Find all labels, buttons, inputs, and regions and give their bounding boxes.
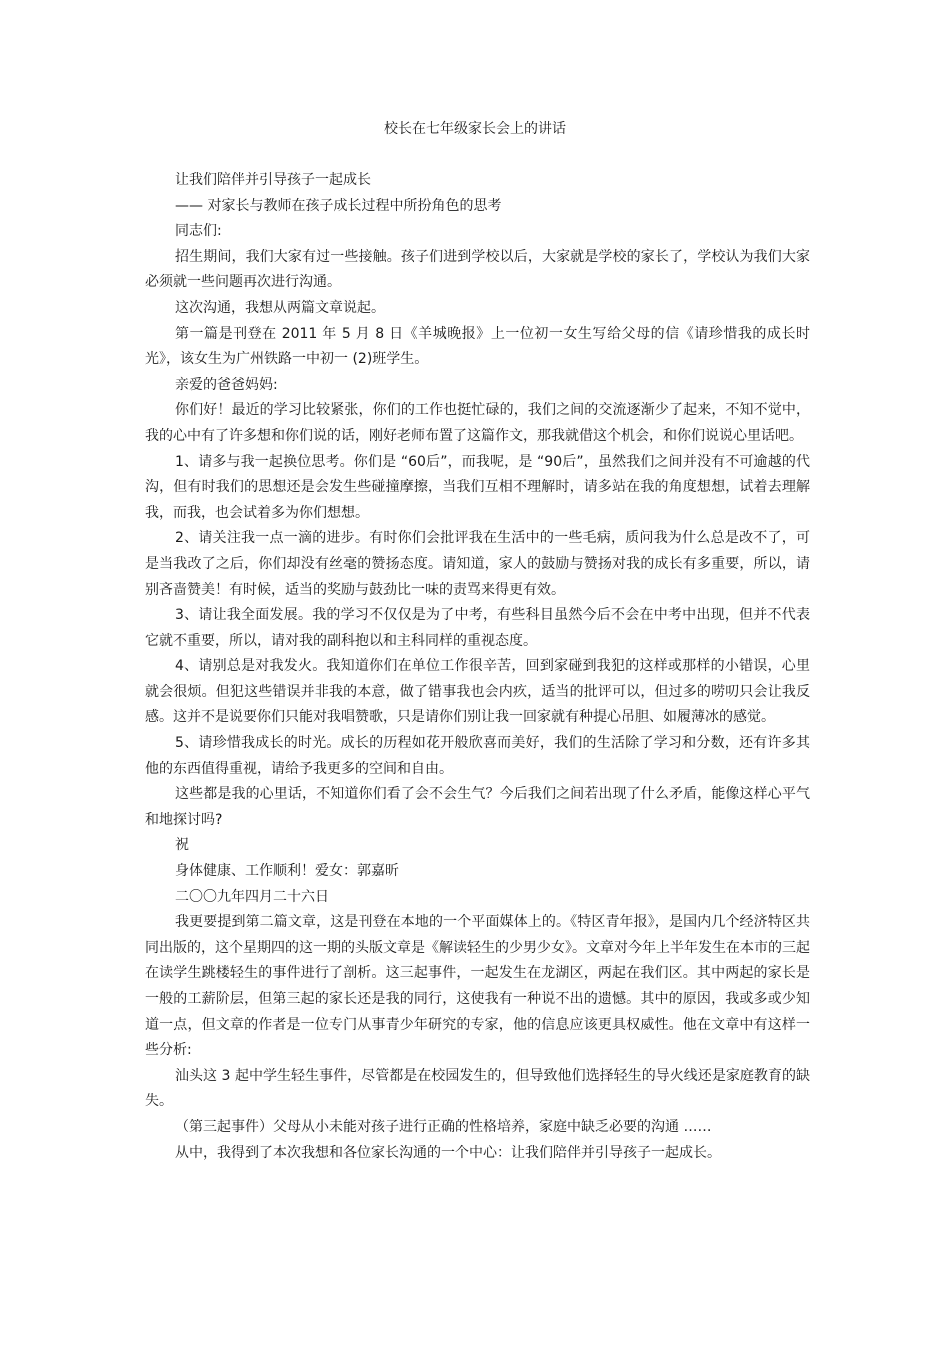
paragraph: 从中，我得到了本次我想和各位家长沟通的一个中心：让我们陪伴并引导孩子一起成长。 [175, 1144, 721, 1161]
salutation: 同志们: [175, 223, 222, 240]
letter-point-3: 3、请让我全面发展。我的学习不仅仅是为了中考，有些科目虽然今后不会在中考中出现，但并不代表它就不重要，所以，请对我的副科抱以和主科同样的重视态度。 [145, 607, 810, 649]
speech-subtitle: 让我们陪伴并引导孩子一起成长 [175, 172, 371, 188]
letter-date: 二〇〇九年四月二十六日 [175, 888, 329, 905]
paragraph: 汕头这 3 起中学生轻生事件，尽管都是在校园发生的，但导致他们选择轻生的导火线还是家庭教育的缺失。 [145, 1067, 810, 1110]
paragraph: 我更要提到第二篇文章，这是刊登在本地的一个平面媒体上的。《特区青年报》，是国内几个经济特区共同出版的，这个星期四的这一期的头版文章是《解读轻生的少男少女》。文章对今年上半年发生在本市的三起在读学生跳楼轻生的事件进行了剖析。这三起事件，一起发生在龙湖区，两起在我们区。其中两起的家长是一般的工薪阶层，但第三起的家长还是我的同行，这使我有一种说不出的遗憾。其中的原因，我或多或少知道一点，但文章的作者是一位专门从事青少年研究的专家，他的信息应该更具权威性。他在文章中有这样一些分析: [145, 914, 810, 1059]
paragraph: （第三起事件）父母从小未能对孩子进行正确的性格培养，家庭中缺乏必要的沟通 …… [175, 1118, 712, 1135]
letter-paragraph: 你们好！最近的学习比较紧张，你们的工作也挺忙碌的，我们之间的交流逐渐少了起来，不知不觉中，我的心中有了许多想和你们说的话，刚好老师布置了这篇作文，那我就借这个机会，和你们说说心里话吧。 [145, 402, 810, 444]
document-title: 校长在七年级家长会上的讲话 [384, 121, 566, 137]
letter-point-4: 4、请别总是对我发火。我知道你们在单位工作很辛苦，回到家碰到我犯的这样或那样的小错误，心里就会很烦。但犯这些错误并非我的本意，做了错事我也会内疚，适当的批评可以，但过多的唠叨只会让我反感。这并不是说要你们只能对我唱赞歌，只是请你们别让我一回家就有种提心吊胆、如履薄冰的感觉。 [145, 658, 810, 726]
letter-closing: 这些都是我的心里话，不知道你们看了会不会生气？今后我们之间若出现了什么矛盾，能像这样心平气和地探讨吗? [145, 786, 810, 828]
letter-signature: 身体健康、工作顺利！爱女：郭嘉昕 [175, 863, 399, 880]
paragraph: 招生期间，我们大家有过一些接触。孩子们进到学校以后，大家就是学校的家长了，学校认为我们大家必须就一些问题再次进行沟通。 [145, 248, 810, 291]
letter-wish: 祝 [175, 837, 189, 854]
letter-point-2: 2、请关注我一点一滴的进步。有时你们会批评我在生活中的一些毛病，质问我为什么总是改不了，可是当我改了之后，你们却没有丝毫的赞扬态度。请知道，家人的鼓励与赞扬对我的成长有多重要，所以，请别吝啬赞美！有时候，适当的奖励与鼓劲比一味的责骂来得更有效。 [145, 530, 810, 598]
letter-greeting: 亲爱的爸爸妈妈: [175, 376, 278, 393]
document-body [145, 168, 810, 1166]
letter-point-5: 5、请珍惜我成长的时光。成长的历程如花开般欣喜而美好，我们的生活除了学习和分数，还有许多其他的东西值得重视，请给予我更多的空间和自由。 [145, 735, 810, 777]
speech-subheading: —— 对家长与教师在孩子成长过程中所扮角色的思考 [175, 197, 502, 214]
paragraph: 第一篇是刊登在 2011 年 5 月 8 日《羊城晚报》上一位初一女生写给父母的信《请珍惜我的成长时光》，该女生为广州铁路一中初一 (2)班学生。 [145, 325, 810, 368]
paragraph: 这次沟通，我想从两篇文章说起。 [175, 299, 385, 316]
letter-point-1: 1、请多与我一起换位思考。你们是 “60后”，而我呢，是 “90后”，虽然我们之间并没有不可逾越的代沟，但有时我们的思想还是会发生些碰撞摩擦，当我们互相不理解时，请多站在我的角度想想，试着去理解我，而我，也会试着多为你们想想。 [145, 453, 810, 521]
